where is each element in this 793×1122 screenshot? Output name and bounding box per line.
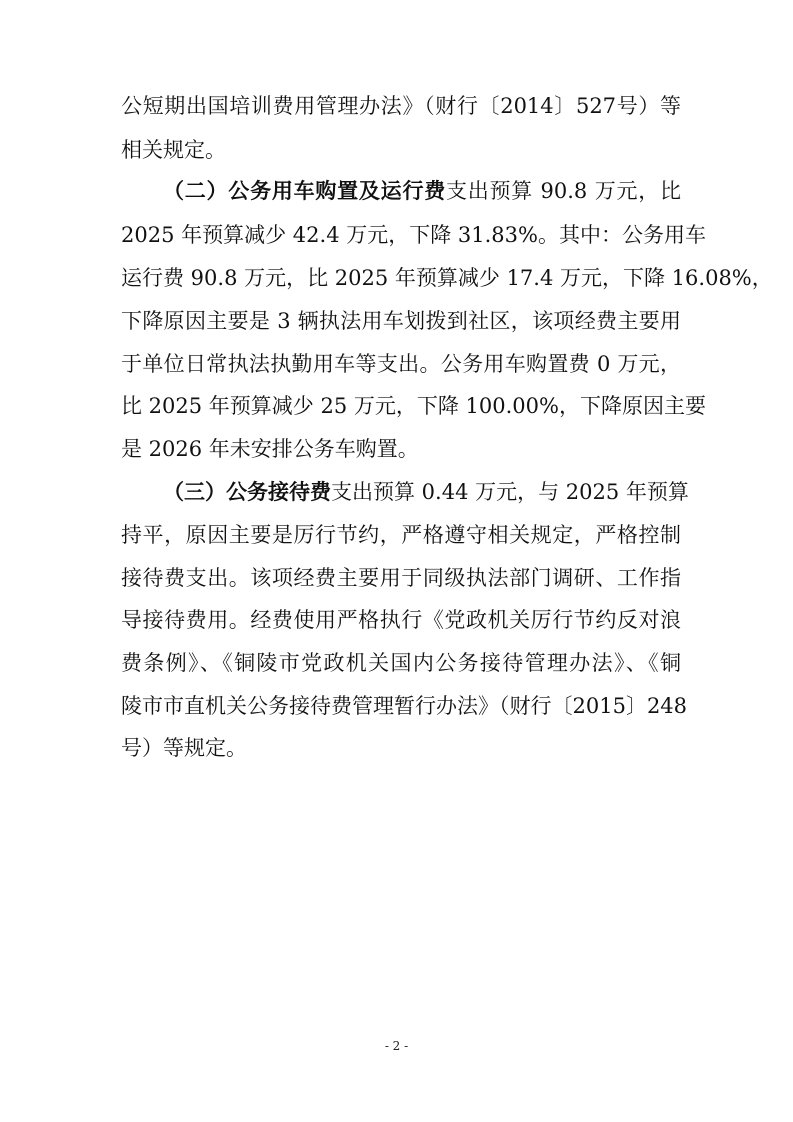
paragraph-3-heading: （三）公务接待费 <box>163 479 331 504</box>
paragraph-2-line-1 <box>163 176 681 206</box>
paragraph-2-line-5: 于单位日常执法执勤用车等支出。公务用车购置费 0 万元， <box>121 352 681 376</box>
paragraph-3-line-4: 导接待费用。经费使用严格执行《党政机关厉行节约反对浪 <box>121 608 681 632</box>
paragraph-2-line-1-text: 支出预算 90.8 万元，比 <box>445 179 682 203</box>
paragraph-3-line-2: 持平，原因主要是厉行节约，严格遵守相关规定，严格控制 <box>121 523 681 547</box>
paragraph-3-line-5: 费条例》、《铜陵市党政机关国内公务接待管理办法》、《铜 <box>121 651 681 675</box>
paragraph-3-line-6: 陵市市直机关公务接待费管理暂行办法》（财行〔2015〕248 <box>121 694 688 718</box>
paragraph-1-line-2: 相关规定。 <box>121 138 226 162</box>
paragraph-2-line-2: 2025 年预算减少 42.4 万元，下降 31.83%。其中：公务用车 <box>121 223 706 247</box>
page-number: - 2 - <box>384 1039 409 1053</box>
paragraph-2-line-7: 是 2026 年未安排公务车购置。 <box>121 437 419 461</box>
paragraph-3-line-1 <box>163 477 689 507</box>
paragraph-3-line-3: 接待费支出。该项经费主要用于同级执法部门调研、工作指 <box>121 566 681 590</box>
paragraph-2-line-3: 运行费 90.8 万元，比 2025 年预算减少 17.4 万元，下降 16.08%， <box>121 266 773 290</box>
paragraph-2-line-6: 比 2025 年预算减少 25 万元，下降 100.00%，下降原因主要 <box>121 394 706 418</box>
paragraph-2-line-4: 下降原因主要是 3 辆执法用车划拨到社区，该项经费主要用 <box>121 309 681 333</box>
paragraph-3-line-7: 号）等规定。 <box>121 736 247 760</box>
paragraph-1-line-1: 公短期出国培训费用管理办法》（财行〔2014〕527号）等 <box>121 94 681 118</box>
paragraph-2-heading: （二）公务用车购置及运行费 <box>163 178 446 203</box>
paragraph-3-line-1-text: 支出预算 0.44 万元，与 2025 年预算 <box>331 480 689 504</box>
